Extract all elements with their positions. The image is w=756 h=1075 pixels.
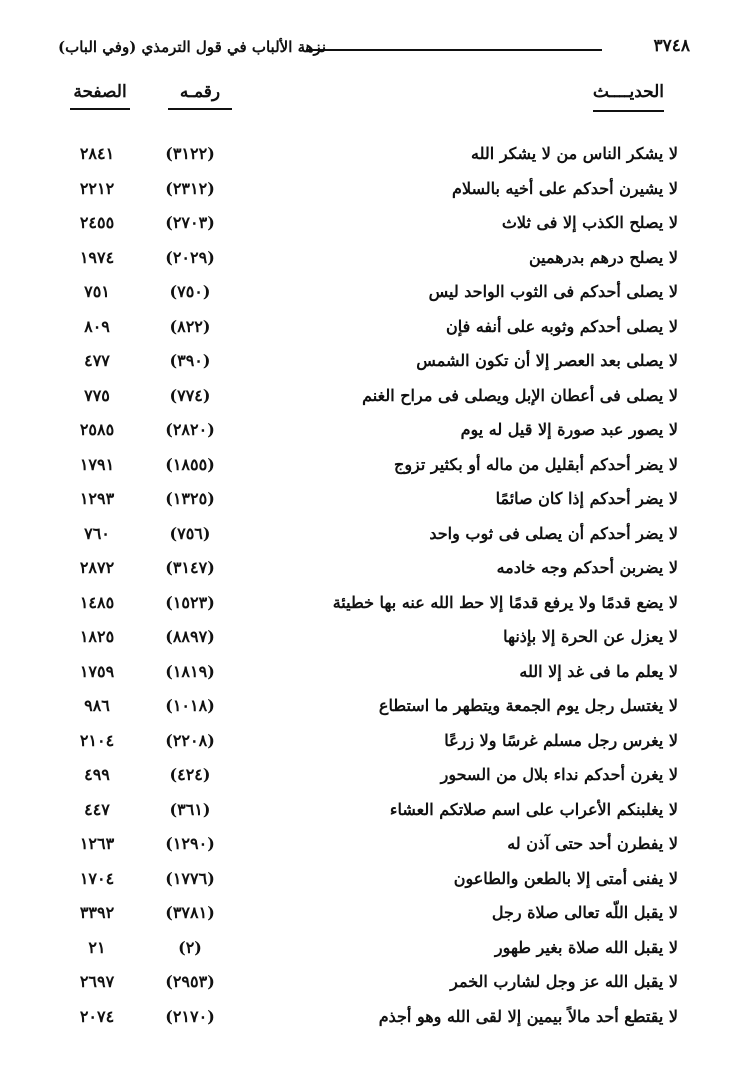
page-number-cell: ١٤٨٥ (79, 592, 115, 612)
page-number-cell: ٤٤٧ (84, 799, 110, 819)
page-number-cell: ٢٥٨٥ (79, 420, 115, 439)
page-number-cell: ٣٣٩٢ (79, 903, 115, 922)
table-row (0, 483, 756, 518)
hadith-text: لا يصلح الكذب إلا فى ثلاث (501, 213, 678, 232)
hadith-number: (٣٩٠) (169, 351, 211, 370)
table-row (0, 173, 756, 208)
hadith-number: (٣٦١) (169, 799, 211, 819)
table-row (0, 518, 756, 553)
column-header-hadith: الحديــــث (593, 82, 664, 112)
page-number-cell: ٤٩٩ (84, 765, 110, 784)
hadith-number: (١٢٩٠) (165, 834, 215, 853)
hadith-text: لا يضربن أحدكم وجه خادمه (496, 558, 678, 577)
hadith-text: لا يقتطع أحد مالاً بيمين إلا لقى الله وهو أجذم (378, 1006, 678, 1026)
hadith-text: لا يصلى أحدكم وثوبه على أنفه فإن (445, 316, 678, 336)
page-number-cell: ٢٠٧٤ (79, 1006, 115, 1026)
table-row (0, 552, 756, 587)
hadith-number: (١٨٥٥) (165, 454, 215, 474)
table-row (0, 690, 756, 725)
hadith-text: لا يضر أحدكم إذا كان صائمًا (495, 489, 678, 508)
hadith-text: لا يغرن أحدكم نداء بلال من السحور (440, 765, 678, 784)
page-number-cell: ٢١ (88, 937, 106, 957)
hadith-number: (٢٩٥٣) (165, 972, 215, 991)
table-row (0, 656, 756, 691)
table-row (0, 725, 756, 760)
hadith-number: (٢٨٢٠) (165, 420, 215, 439)
hadith-text: لا يصلح درهم بدرهمين (529, 247, 678, 267)
table-row (0, 242, 756, 277)
hadith-number: (١٠١٨) (165, 696, 215, 715)
hadith-text: لا يفطرن أحد حتى آذن له (507, 834, 678, 853)
page-number-cell: ٨٠٩ (84, 316, 110, 336)
hadith-number: (٢١٧٠) (165, 1006, 215, 1026)
index-table (0, 138, 756, 1035)
page-number-cell: ١٢٩٣ (79, 489, 115, 508)
hadith-text: لا يقبل الله عز وجل لشارب الخمر (450, 972, 678, 991)
running-title: نزهة الألباب في قول الترمذي (وفي الباب) (58, 38, 326, 56)
page-number-cell: ١٢٦٣ (79, 834, 115, 853)
page-number-cell: ١٧٥٩ (79, 661, 115, 681)
hadith-text: لا يغرس رجل مسلم غرسًا ولا زرعًا (444, 730, 678, 750)
table-row (0, 345, 756, 380)
table-row (0, 380, 756, 415)
hadith-number: (١٧٧٦) (165, 868, 215, 888)
table-row (0, 966, 756, 1001)
page-number-cell: ١٧٠٤ (79, 868, 115, 888)
column-header-number: رقمـه (168, 82, 232, 110)
hadith-number: (٢) (178, 937, 202, 957)
page-number: ٣٧٤٨ (653, 36, 690, 56)
hadith-text: لا يصلى أحدكم فى الثوب الواحد ليس (428, 282, 678, 301)
table-row (0, 621, 756, 656)
hadith-text: لا يعزل عن الحرة إلا بإذنها (503, 627, 678, 646)
hadith-number: (٢٣١٢) (165, 178, 215, 198)
hadith-text: لا يشكر الناس من لا يشكر الله (471, 144, 678, 163)
table-row (0, 276, 756, 311)
hadith-text: لا يغتسل رجل يوم الجمعة ويتطهر ما استطاع (378, 696, 678, 715)
hadith-text: لا يشيرن أحدكم على أخيه بالسلام (452, 178, 678, 198)
hadith-text: لا يضع قدمًا ولا يرفع قدمًا إلا حط الله عنه بها خطيئة (332, 592, 678, 612)
page-number-cell: ٧٥١ (84, 282, 110, 301)
hadith-number: (٧٥٠) (169, 282, 211, 301)
hadith-text: لا يضر أحدكم أبقليل من ماله أو بكثير تزوج (393, 454, 678, 474)
page-number-cell: ١٧٩١ (79, 454, 115, 474)
table-row (0, 932, 756, 967)
hadith-number: (٣١٤٧) (165, 558, 215, 577)
hadith-number: (٧٥٦) (169, 523, 211, 543)
column-header-page: الصفحة (70, 82, 130, 110)
hadith-text: لا يعلم ما فى غد إلا الله (519, 661, 678, 681)
hadith-text: لا يقبل اللّه تعالى صلاة رجل (491, 903, 678, 922)
hadith-number: (٢٢٠٨) (165, 730, 215, 750)
table-row (0, 587, 756, 622)
hadith-number: (١٣٢٥) (165, 489, 215, 508)
hadith-number: (٣١٢٢) (165, 144, 215, 163)
hadith-number: (١٥٢٣) (165, 592, 215, 612)
page-number-cell: ٩٨٦ (84, 696, 110, 715)
hadith-number: (٤٢٤) (169, 765, 211, 784)
page-number-cell: ٢٨٤١ (79, 144, 115, 163)
hadith-text: لا يغلبنكم الأعراب على اسم صلاتكم العشاء (389, 799, 678, 819)
page-number-cell: ٢٦٩٧ (79, 972, 115, 991)
table-row (0, 828, 756, 863)
table-row (0, 863, 756, 898)
header-rule (306, 49, 602, 51)
page-number-cell: ٧٧٥ (84, 385, 110, 405)
page-number-cell: ٢٢١٢ (79, 178, 115, 198)
hadith-number: (١٨١٩) (165, 661, 215, 681)
hadith-text: لا يصلى فى أعطان الإبل ويصلى فى مراح الغنم (362, 385, 678, 405)
table-row (0, 138, 756, 173)
hadith-number: (٧٧٤) (169, 385, 211, 405)
page-number-cell: ٢١٠٤ (79, 730, 115, 750)
hadith-text: لا يفنى أمتى إلا بالطعن والطاعون (453, 868, 678, 888)
page-number-cell: ٢٨٧٢ (79, 558, 115, 577)
table-row (0, 207, 756, 242)
page-number-cell: ١٨٢٥ (79, 627, 115, 646)
table-row (0, 794, 756, 829)
hadith-number: (٨٨٩٧) (165, 627, 215, 646)
hadith-number: (٨٢٢) (169, 316, 211, 336)
hadith-text: لا يصور عبد صورة إلا قيل له يوم (460, 420, 678, 439)
page-number-cell: ٧٦٠ (84, 523, 110, 543)
hadith-number: (٢٧٠٣) (165, 213, 215, 232)
hadith-text: لا يصلى بعد العصر إلا أن تكون الشمس (416, 351, 678, 370)
page-number-cell: ٢٤٥٥ (79, 213, 115, 232)
page-number-cell: ٤٧٧ (84, 351, 110, 370)
table-row (0, 759, 756, 794)
table-row (0, 449, 756, 484)
hadith-number: (٣٧٨١) (165, 903, 215, 922)
table-row (0, 414, 756, 449)
hadith-number: (٢٠٢٩) (165, 247, 215, 267)
table-row (0, 897, 756, 932)
table-row (0, 1001, 756, 1036)
hadith-text: لا يضر أحدكم أن يصلى فى ثوب واحد (429, 523, 678, 543)
page-number-cell: ١٩٧٤ (79, 247, 115, 267)
table-row (0, 311, 756, 346)
running-head (58, 34, 690, 64)
hadith-text: لا يقبل الله صلاة بغير طهور (494, 937, 678, 957)
